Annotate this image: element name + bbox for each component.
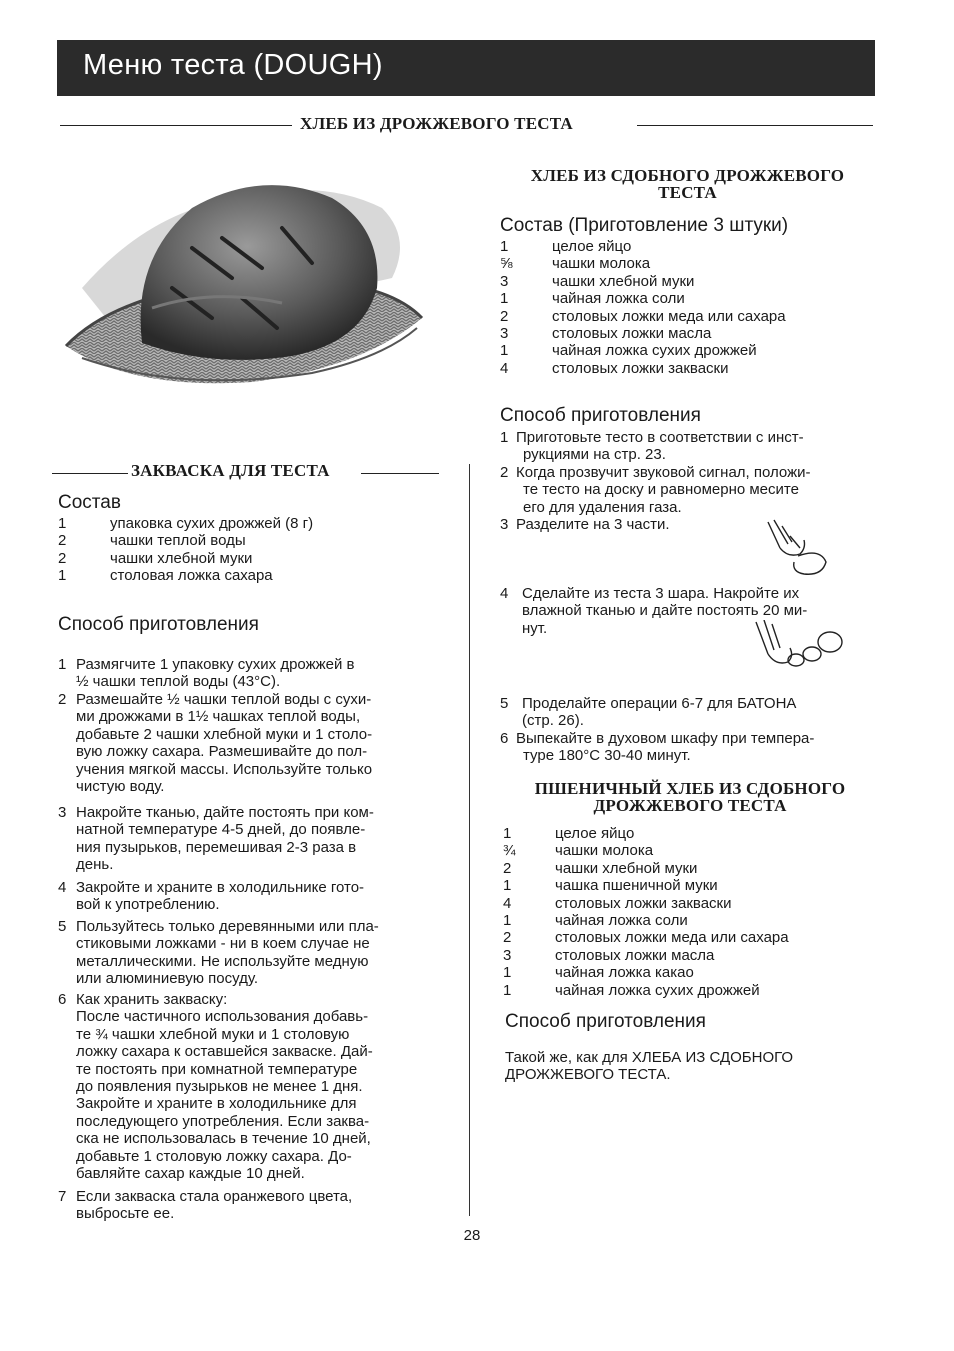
step-item: 6 Как хранить закваску: После частичного использования добавь- те ¾ чашки хлебной муки и 1 столовую ложку сахара к оставшейся закваске. Дай- те постоять при комнатной температуре до появления пузырьков не менее 1 дня. Закройте и храните в холодильнике для последующего употребления. Если заква- ска не использовалась в течение 10 дней, добавьте 1 столовую ложку сахара. До- бавляйте сахар каждые 10 дней. <box>58 991 373 1183</box>
ingredient-row: 4 столовых ложки закваски <box>500 359 729 377</box>
hand-shaping-illustration <box>750 620 850 676</box>
step-item: 1 Приготовьте тесто в соответствии с инст- рукциями на стр. 23. <box>500 429 804 464</box>
ingredient-row: 3 столовых ложки масла <box>500 324 712 342</box>
starter-ingredients-heading: Состав <box>58 492 121 513</box>
ingredient-row: ¾ чашки молока <box>503 842 654 860</box>
section-rule-right <box>637 125 873 126</box>
step-item: 4 Сделайте из теста 3 шара. Накройте их влажной тканью и дайте постоять 20 ми- нут. <box>500 585 808 637</box>
step-item: 5 Пользуйтесь только деревянными или пла- стиковыми ложками - ни в коем случае не металлическими. Не используйте медную или алюминиевую посуду. <box>58 918 379 988</box>
step-item: 4 Закройте и храните в холодильнике гото- вой к употреблению. <box>58 879 365 914</box>
ingredient-row: 2 чашки хлебной муки <box>503 859 698 877</box>
ingredient-row: 2 чашки теплой воды <box>58 532 246 550</box>
step-item: 2 Размешайте ½ чашки теплой воды с сухи- ми дрожжами в 1½ чашках теплой воды, добавьте 2 чашки хлебной муки и 1 столо- вую ложку сахара. Размешивайте до пол- учения мягкой массы. Используйте только чистую воду. <box>58 691 373 796</box>
page-number: 28 <box>463 1227 481 1244</box>
ingredient-row: 1 чайная ложка соли <box>500 290 685 308</box>
wheat-bread-title: ПШЕНИЧНЫЙ ХЛЕБ ИЗ СДОБНОГО ДРОЖЖЕВОГО ТЕСТА <box>534 779 846 815</box>
section-title: ХЛЕБ ИЗ ДРОЖЖЕВОГО ТЕСТА <box>300 114 573 133</box>
starter-method-heading: Способ приготовления <box>58 614 259 635</box>
step-item: 6 Выпекайте в духовом шкафу при темпера- туре 180°C 30-40 минут. <box>500 730 815 765</box>
sweet-bread-ingredient-list <box>500 238 880 377</box>
wheat-bread-method-heading: Способ приготовления <box>505 1011 706 1032</box>
ingredient-row: 1 чайная ложка сухих дрожжей <box>503 981 760 999</box>
ingredient-row: 3 столовых ложки масла <box>503 946 715 964</box>
ingredient-row: 1 чайная ложка соли <box>503 911 688 929</box>
ingredient-row: 1 упаковка сухих дрожжей (8 г) <box>58 515 314 532</box>
ingredient-row: 1 чашка пшеничной муки <box>503 877 718 895</box>
ingredient-row: 2 чашки хлебной муки <box>58 549 253 567</box>
ingredient-row: 1 столовая ложка сахара <box>58 567 273 585</box>
section-rule-left <box>60 125 292 126</box>
step-item: 5 Проделайте операции 6-7 для БАТОНА (стр. 26). <box>500 695 797 730</box>
ingredient-row: 1 целое яйцо <box>503 825 635 842</box>
ingredient-row: 3 чашки хлебной муки <box>500 272 695 290</box>
wheat-bread-ingredient-list <box>503 825 883 999</box>
column-divider <box>469 464 470 1216</box>
starter-rule-right <box>361 473 439 474</box>
hand-cutting-illustration <box>760 518 830 578</box>
step-item: 3 Разделите на 3 части. <box>500 516 670 533</box>
ingredient-row: 4 столовых ложки закваски <box>503 894 732 912</box>
starter-steps <box>58 656 443 1224</box>
step-item: 1 Размягчите 1 упаковку сухих дрожжей в ½ чашки теплой воды (43°C). <box>58 656 355 691</box>
page-banner <box>57 40 875 96</box>
starter-ingredient-list <box>58 515 438 585</box>
step-item: 7 Если закваска стала оранжевого цвета, выбросьте ее. <box>58 1188 353 1223</box>
wheat-bread-method-text: Такой же, как для ХЛЕБА ИЗ СДОБНОГО ДРОЖЖЕВОГО ТЕСТА. <box>505 1049 794 1084</box>
ingredient-row: 1 чайная ложка сухих дрожжей <box>500 342 757 360</box>
sweet-bread-title: ХЛЕБ ИЗ СДОБНОГО ДРОЖЖЕВОГО ТЕСТА <box>530 166 845 202</box>
starter-title: ЗАКВАСКА ДЛЯ ТЕСТА <box>131 461 330 480</box>
step-item: 2 Когда прозвучит звуковой сигнал, положи- те тесто на доску и равномерно месите его для удаления газа. <box>500 464 811 516</box>
starter-rule-left <box>52 473 128 474</box>
ingredient-row: ⅝ чашки молока <box>500 255 651 273</box>
ingredient-row: 1 чайная ложка какао <box>503 964 694 982</box>
ingredient-row: 2 столовых ложки меда или сахара <box>500 307 786 325</box>
bread-basket-photo <box>62 168 440 390</box>
ingredient-row: 2 столовых ложки меда или сахара <box>503 929 789 947</box>
sweet-bread-ingredients-heading: Состав (Приготовление 3 штуки) <box>500 215 789 236</box>
page-title: Меню теста (DOUGH) <box>83 49 383 81</box>
ingredient-row: 1 целое яйцо <box>500 238 632 255</box>
step-item: 3 Накройте тканью, дайте постоять при ком- натной температуре 4-5 дней, до появле- ния пузырьков, перемешивая 2-3 раза в день. <box>58 804 374 874</box>
sweet-bread-method-heading: Способ приготовления <box>500 405 701 426</box>
